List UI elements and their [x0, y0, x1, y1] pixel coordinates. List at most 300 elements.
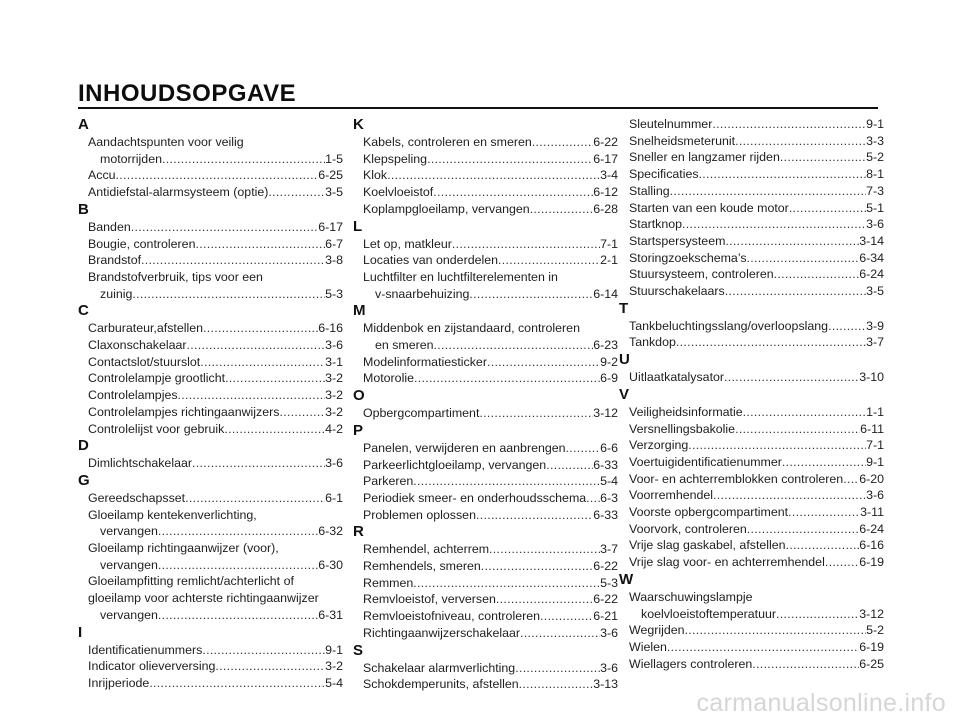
section-letter: D: [78, 437, 89, 455]
dot-leader: [433, 184, 593, 201]
index-entry: [78, 675, 343, 692]
entry-row: [353, 337, 618, 354]
index-entry: [619, 334, 884, 351]
entry-text: Opbergcompartiment: [363, 406, 480, 421]
entry-row: [78, 354, 343, 371]
entry-row: [78, 557, 343, 574]
dot-leader: [192, 455, 325, 472]
entry-text: Waarschuwingslampje: [629, 589, 753, 604]
entry-text: Parkeren: [363, 474, 414, 489]
entry-row: [619, 487, 884, 504]
entry-row: [353, 201, 618, 218]
section-letter: K: [353, 116, 364, 133]
dot-leader: [688, 437, 866, 454]
index-entry: [353, 591, 618, 608]
entry-row: [78, 236, 343, 253]
entry-text: Brandstofverbruik, tips voor een: [88, 269, 263, 284]
dot-leader: [725, 283, 866, 300]
index-entry: [353, 676, 618, 693]
entry-row: [619, 471, 884, 488]
page-ref: 3-13: [593, 677, 618, 692]
page-ref: 3-2: [325, 388, 343, 403]
entry-row: [353, 167, 618, 184]
entry-row: [619, 200, 884, 217]
index-entry: [353, 608, 618, 625]
entry-text: Panelen, verwijderen en aanbrengen: [363, 440, 566, 455]
page-ref: 6-25: [318, 168, 343, 183]
page-ref: 6-6: [600, 440, 618, 455]
page-ref: 1-5: [325, 151, 343, 166]
page-ref: 3-5: [325, 185, 343, 200]
index-entry: [78, 387, 343, 404]
page-ref: 7-3: [866, 183, 884, 198]
index-entry: [78, 167, 343, 184]
index-entry: [619, 149, 884, 166]
page-ref: 3-4: [600, 168, 618, 183]
entry-row: [619, 369, 884, 386]
entry-text: Uitlaatkatalysator: [629, 370, 725, 385]
entry-row: [619, 250, 884, 267]
page-ref: 2-1: [600, 253, 618, 268]
dot-leader: [735, 421, 860, 438]
entry-row: [619, 606, 884, 623]
entry-row: [78, 219, 343, 236]
entry-row: [619, 537, 884, 554]
index-entry: [619, 216, 884, 233]
entry-row: [619, 521, 884, 538]
dot-leader: [427, 151, 593, 168]
page-ref: 6-33: [593, 507, 618, 522]
index-entry: [78, 320, 343, 337]
section-letter: B: [78, 200, 89, 218]
dot-leader: [667, 639, 859, 656]
entry-row: [353, 405, 618, 422]
dot-leader: [481, 558, 593, 575]
entry-text: Locaties van onderdelen: [363, 253, 499, 268]
dot-leader: [828, 318, 866, 335]
entry-text: Gloeilampfitting remlicht/achterlicht of: [88, 574, 294, 589]
page-ref: 9-2: [600, 354, 618, 369]
entry-row: [353, 370, 618, 387]
index-entry: [353, 134, 618, 151]
dot-leader: [843, 471, 859, 488]
entry-row: [619, 504, 884, 521]
page-ref: 3-2: [325, 404, 343, 419]
entry-row: [353, 184, 618, 201]
entry-row: [619, 554, 884, 571]
entry-row: [353, 236, 618, 253]
entry-text: Koplampgloeilamp, vervangen: [363, 201, 530, 216]
index-entry: [353, 575, 618, 592]
dot-leader: [185, 490, 325, 507]
index-entry: [78, 490, 343, 507]
page-ref: 6-30: [318, 557, 343, 572]
dot-leader: [203, 320, 318, 337]
index-section: [78, 302, 343, 437]
entry-text: Voertuigidentificatienummer: [629, 454, 782, 469]
index-entry: [353, 625, 618, 642]
index-section: [78, 201, 343, 303]
dot-leader: [498, 252, 600, 269]
page-ref: 6-22: [593, 135, 618, 149]
dot-leader: [519, 676, 594, 693]
index-entry: [619, 589, 884, 622]
dot-leader: [131, 219, 318, 236]
entry-row: [78, 675, 343, 692]
page-title: INHOUDSOPGAVE: [78, 80, 297, 107]
dot-leader: [187, 337, 326, 354]
dot-leader: [158, 523, 318, 540]
dot-leader: [476, 507, 593, 524]
entry-row: [619, 183, 884, 200]
entry-row: [353, 660, 618, 677]
dot-leader: [788, 504, 860, 521]
page-ref: 3-7: [866, 335, 884, 350]
entry-text: Periodiek smeer- en onderhoudsschema: [363, 490, 587, 505]
dot-leader: [532, 134, 593, 151]
dot-leader: [520, 625, 600, 642]
section-letter: V: [619, 385, 630, 403]
page-ref: 6-22: [593, 559, 618, 574]
index-entry: [619, 233, 884, 250]
index-entry: [619, 318, 884, 335]
page-ref: 6-19: [859, 555, 884, 570]
section-letter: T: [619, 299, 629, 317]
entry-row: [619, 639, 884, 656]
entry-text: Parkeerlichtgloeilamp, vervangen: [363, 457, 547, 472]
entry-text: Accu: [88, 168, 116, 183]
entry-text: Luchtfilter en luchtfilterelementen in: [363, 269, 558, 284]
entry-text: Versnellingsbakolie: [629, 421, 736, 436]
entry-text: Sleutelnummer: [629, 117, 713, 131]
page-ref: 3-14: [859, 233, 884, 248]
dot-leader: [200, 354, 325, 371]
entry-row: [353, 286, 618, 303]
entry-row: [78, 337, 343, 354]
section-letter: M: [353, 302, 366, 320]
entry-text: Contactslot/stuurslot: [88, 354, 201, 369]
entry-row: [353, 558, 618, 575]
entry-row: [353, 151, 618, 168]
entry-row: [353, 541, 618, 558]
entry-row: [619, 404, 884, 421]
entry-text: Sneller en langzamer rijden: [629, 150, 780, 165]
dot-leader: [713, 487, 866, 504]
page-ref: 6-32: [318, 524, 343, 539]
dot-leader: [712, 116, 866, 133]
entry-row: [619, 454, 884, 471]
entry-row: [78, 184, 343, 201]
index-entry: [353, 167, 618, 184]
entry-text: Kabels, controleren en smeren: [363, 135, 532, 149]
index-entry: [353, 558, 618, 575]
dot-leader: [670, 183, 866, 200]
page-ref: 6-17: [593, 151, 618, 166]
dot-leader: [786, 537, 860, 554]
entry-row: [353, 473, 618, 490]
dot-leader: [469, 286, 593, 303]
dot-leader: [540, 608, 593, 625]
entry-text: Schakelaar alarmverlichting: [363, 660, 516, 675]
entry-text: Brandstof: [88, 253, 142, 268]
dot-leader: [586, 490, 600, 507]
entry-row: [353, 440, 618, 457]
entry-row: [353, 354, 618, 371]
index-entry: [78, 658, 343, 675]
entry-text: Starten van een koude motor: [629, 200, 789, 215]
dot-leader: [780, 149, 866, 166]
entry-text: zuinig: [100, 286, 133, 301]
dot-leader: [158, 607, 318, 624]
entry-text: Storingzoekschema’s: [629, 250, 747, 265]
page-ref: 5-4: [600, 474, 618, 489]
entry-row: [78, 167, 343, 184]
page-ref: 6-9: [600, 371, 618, 386]
index-entry: [353, 252, 618, 269]
index-entry: [619, 656, 884, 673]
entry-text: Indicator olieverversing: [88, 659, 216, 674]
entry-text: Bougie, controleren: [88, 236, 196, 251]
entry-text: Tankdop: [629, 335, 676, 350]
page-ref: 5-2: [866, 623, 884, 638]
page-ref: 3-6: [866, 217, 884, 232]
page-ref: 6-21: [593, 609, 618, 624]
index-entry: [78, 236, 343, 253]
dot-leader: [566, 440, 601, 457]
index-column-1: [78, 116, 343, 692]
page-ref: 5-3: [325, 286, 343, 301]
page-ref: 3-6: [325, 456, 343, 471]
entry-row: [353, 134, 618, 151]
index-entry: [619, 622, 884, 639]
entry-text: Stuursysteem, controleren: [629, 267, 774, 282]
dot-leader: [676, 334, 866, 351]
entry-text: Snelheidsmeterunit: [629, 133, 736, 148]
index-entry: [78, 269, 343, 302]
page-ref: 6-20: [859, 471, 884, 486]
index-entry: [78, 134, 343, 167]
dot-leader: [685, 622, 867, 639]
entry-text: Inrijperiode: [88, 675, 150, 690]
index-entry: [353, 370, 618, 387]
entry-text: Gloeilamp richtingaanwijzer (voor),: [88, 541, 279, 556]
entry-text: vervangen: [100, 607, 158, 622]
entry-text: en smeren: [375, 338, 434, 353]
entry-row: [619, 437, 884, 454]
page-ref: 9-1: [866, 454, 884, 469]
entry-text: Middenbok en zijstandaard, controleren: [363, 321, 580, 336]
entry-row: [353, 625, 618, 642]
dot-leader: [413, 575, 600, 592]
entry-text: Claxonschakelaar: [88, 338, 187, 353]
index-section: [619, 116, 884, 300]
entry-text: Controlelampje grootlicht: [88, 371, 226, 386]
entry-row: [78, 642, 343, 659]
index-entry: [619, 554, 884, 571]
dot-leader: [414, 370, 600, 387]
entry-text: Verzorging: [629, 438, 689, 453]
entry-text: Motorolie: [363, 371, 414, 386]
entry-row: [78, 607, 343, 624]
dot-leader: [452, 236, 600, 253]
entry-text: Aandachtspunten voor veilig: [88, 135, 244, 149]
entry-row: [353, 252, 618, 269]
page-ref: 4-2: [325, 421, 343, 436]
page-ref: 3-12: [859, 606, 884, 621]
entry-text: Remvloeistof, verversen: [363, 592, 496, 607]
entry-text: vervangen: [100, 524, 158, 539]
page-ref: 6-34: [859, 250, 884, 265]
dot-leader: [224, 421, 325, 438]
dot-leader: [789, 200, 866, 217]
index-entry: [78, 354, 343, 371]
page-ref: 6-24: [859, 521, 884, 536]
index-section: [78, 437, 343, 472]
entry-text: Wegrijden: [629, 623, 685, 638]
entry-text: Controlelampjes: [88, 388, 178, 403]
dot-leader: [682, 216, 866, 233]
entry-text: Identificatienummers: [88, 642, 203, 657]
index-entry: [619, 283, 884, 300]
entry-text: Gereedschapsset: [88, 490, 186, 505]
index-section: [78, 624, 343, 692]
section-letter: U: [619, 351, 630, 369]
index-entry: [619, 437, 884, 454]
dot-leader: [479, 405, 593, 422]
page-ref: 9-1: [325, 642, 343, 657]
entry-text: Voorvork, controleren: [629, 521, 747, 536]
index-section: [353, 523, 618, 641]
section-letter: S: [353, 641, 364, 659]
section-letter: G: [78, 471, 90, 489]
entry-text: Controlelampjes richtingaanwijzers: [88, 404, 280, 419]
dot-leader: [268, 184, 325, 201]
entry-row: [78, 404, 343, 421]
entry-row: [78, 320, 343, 337]
index-section: [619, 351, 884, 386]
entry-row: [353, 457, 618, 474]
page-ref: 5-4: [325, 675, 343, 690]
entry-row: [353, 575, 618, 592]
section-letter: O: [353, 387, 365, 405]
index-entry: [619, 133, 884, 150]
index-entry: [353, 201, 618, 218]
index-entry: [78, 370, 343, 387]
watermark: carmanualsonline.info: [696, 689, 946, 717]
dot-leader: [782, 454, 866, 471]
entry-text: Voorste opbergcompartiment: [629, 505, 789, 520]
index-section: [353, 642, 618, 693]
index-entry: [619, 369, 884, 386]
index-entry: [353, 151, 618, 168]
entry-text: Veiligheidsinformatie: [629, 404, 743, 419]
entry-text: Dimlichtschakelaar: [88, 456, 192, 471]
index-entry: [353, 457, 618, 474]
entry-row: [619, 318, 884, 335]
page-ref: 5-2: [866, 150, 884, 165]
page-ref: 6-23: [593, 338, 618, 353]
index-entry: [78, 219, 343, 236]
section-letter: P: [353, 421, 364, 439]
dot-leader: [387, 167, 600, 184]
index-entry: [619, 471, 884, 488]
page-ref: 1-1: [866, 404, 884, 419]
index-entry: [619, 116, 884, 133]
page-ref: 6-31: [318, 607, 343, 622]
entry-row: [78, 490, 343, 507]
page-ref: 7-1: [866, 438, 884, 453]
dot-leader: [225, 370, 325, 387]
entry-text: v-snaarbehuizing: [375, 286, 470, 301]
index-entry: [353, 269, 618, 302]
entry-row: [78, 286, 343, 303]
index-entry: [78, 421, 343, 438]
dot-leader: [496, 591, 593, 608]
entry-text: Klepspeling: [363, 151, 428, 166]
index-entry: [619, 266, 884, 283]
index-entry: [619, 454, 884, 471]
entry-text: Remmen: [363, 575, 414, 590]
entry-row: [78, 421, 343, 438]
entry-row: [619, 233, 884, 250]
index-entry: [353, 184, 618, 201]
index-entry: [619, 421, 884, 438]
entry-text: Modelinformatiesticker: [363, 354, 487, 369]
index-entry: [353, 473, 618, 490]
entry-text: Startknop: [629, 217, 683, 232]
index-column-3: [619, 116, 884, 672]
page-ref: 3-2: [325, 659, 343, 674]
entry-text: Remhendels, smeren: [363, 559, 481, 574]
entry-text: Klok: [363, 168, 388, 183]
entry-row: [78, 370, 343, 387]
page-ref: 3-7: [600, 542, 618, 557]
index-column-2: [353, 116, 618, 693]
page-ref: 6-22: [593, 592, 618, 607]
entry-text: Problemen oplossen: [363, 507, 476, 522]
entry-text: Wielen: [629, 639, 667, 654]
dot-leader: [752, 656, 859, 673]
entry-row: [619, 283, 884, 300]
entry-row: [619, 266, 884, 283]
dot-leader: [162, 151, 325, 168]
index-entry: [619, 404, 884, 421]
index-entry: [78, 455, 343, 472]
index-section: [353, 422, 618, 524]
page-ref: 7-1: [600, 236, 618, 251]
section-letter: A: [78, 116, 89, 133]
entry-row: [353, 676, 618, 693]
entry-text: Startspersysteem: [629, 233, 726, 248]
entry-text: Schokdemperunits, afstellen: [363, 677, 519, 692]
entry-row: [619, 656, 884, 673]
dot-leader: [487, 354, 600, 371]
dot-leader: [158, 557, 318, 574]
page-ref: 3-6: [600, 660, 618, 675]
page-ref: 6-12: [593, 185, 618, 200]
index-section: [78, 116, 343, 201]
page-ref: 3-6: [325, 338, 343, 353]
index-entry: [78, 404, 343, 421]
entry-text: Controlelijst voor gebruik: [88, 421, 225, 436]
entry-text: Voorremhendel: [629, 488, 714, 503]
index-section: [78, 472, 343, 624]
entry-text: Banden: [88, 219, 131, 234]
entry-row: [353, 591, 618, 608]
entry-text: Koelvloeistof: [363, 185, 434, 200]
page-ref: 3-3: [866, 133, 884, 148]
page-ref: 3-12: [593, 406, 618, 421]
